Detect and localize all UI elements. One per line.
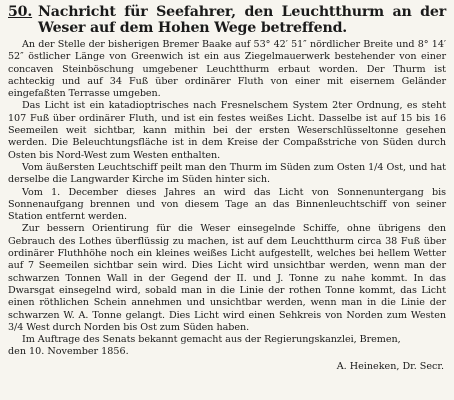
paragraph-orientation: Zur bessern Orientirung für die Weser einsegelnde Schiffe, ohne übrigens den Gebrauch des Lothes überflüssig zu machen, ist auf dem Leuchtthurm circa 38 Fuß über ordinärer Fluthhöhe noch ein kleines weißes Licht aufgestellt, welches bei hellem Wetter auf 7 Seemeilen sichtbar sein wird. Dies Licht wird unsichtbar werden, wenn man der schwarzen Tonnen Wall in der Gegend der II. und J. Tonne zu nahe kommt. In das Dwarsgat einsegelnd wird, sobald man in die Linie der rothen Tonne kommt, das Licht einen röthlichen Schein annehmen und unsichtbar werden, wenn man in die Linie der schwarzen W. A. Tonne gelangt. Dies Licht wird einen Sehkreis von Norden zum Westen 3/4 West durch Norden bis Ost zum Süden haben. [8,223,446,333]
notice-heading [8,4,446,36]
paragraph-light: Das Licht ist ein katadioptrisches nach Fresnelschem System 2ter Ordnung, es steht 107 Fuß über ordinärer Fluth, und ist ein festes weißes Licht. Dasselbe ist auf 15 bis 16 Seemeilen weit sichtbar, kann mithin bei der ersten Weserschlüsseltonne gesehen werden. Die Beleuchtungsfläche ist in dem Kreise der Compaßstriche von Süden durch Osten bis Nord-West zum Westen enthalten. [8,100,446,161]
notice-date: den 10. November 1856. [8,346,129,358]
paragraph-authority: Im Auftrage des Senats bekannt gemacht aus der Regierungskanzlei, Bremen, [22,334,401,346]
notice-number: 50. [8,4,33,20]
paragraph-bearing: Vom äußersten Leuchtschiff peilt man den Thurm im Süden zum Osten 1/4 Ost, und hat derselbe die Langwarder Kirche im Süden hinter sich. [8,161,446,186]
notice-signature: A. Heineken, Dr. Secr. [336,360,444,372]
notice-title: Nachricht für Seefahrer, den Leuchtthurm an der Weser auf dem Hohen Wege betreffend. [38,4,446,36]
paragraph-location: An der Stelle der bisherigen Bremer Baake auf 53° 42′ 51″ nördlicher Breite und 8° 14′ 52″ östlicher Länge von Greenwich ist ein aus Ziegelmauerwerk bestehender von einer concaven Steinböschung umgebener Leuchtthurm erbaut worden. Der Thurm ist achteckig und auf 34 Fuß über ordinärer Fluth von einer mit eisernem Geländer eingefaßten Terrasse umgeben. [8,39,446,100]
paragraph-schedule: Vom 1. December dieses Jahres an wird das Licht von Sonnenuntergang bis Sonnenaufgang brennen und von diesem Tage an das Binnenleuchtschiff von seiner Station entfernt werden. [8,186,446,223]
